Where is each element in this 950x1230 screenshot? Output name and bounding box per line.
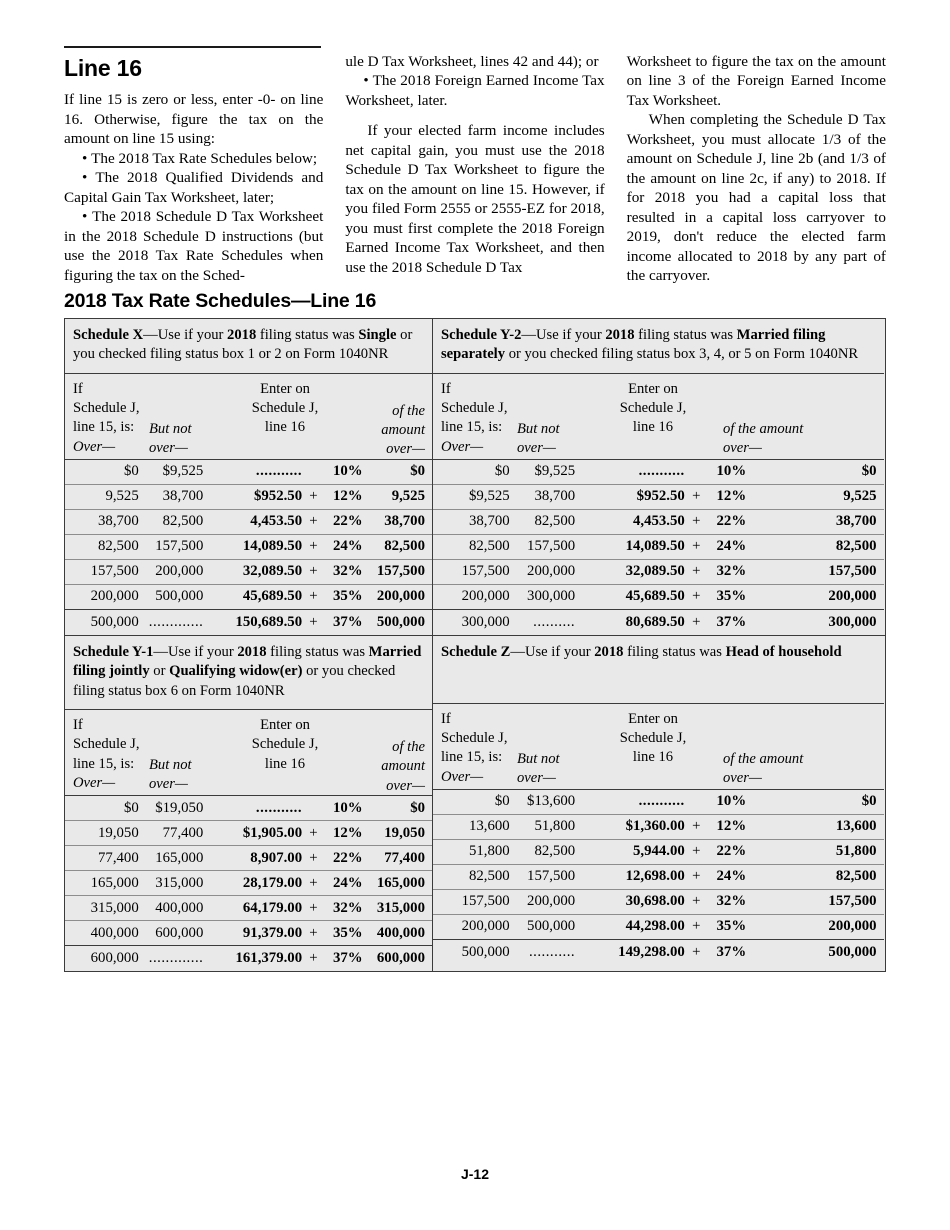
cell-of-the-amount-over: 500,000	[828, 943, 877, 960]
schedule-x-column-headers	[65, 374, 432, 460]
colhead-enter-line16: line 16	[632, 749, 674, 766]
schedule-z-rows	[433, 790, 884, 965]
table-row	[433, 890, 884, 915]
intro-column-middle	[345, 46, 604, 285]
intro-bullet-1: • The 2018 Tax Rate Schedules below;	[64, 149, 323, 168]
cell-over: 500,000	[90, 613, 139, 630]
cell-over: 165,000	[90, 874, 139, 891]
colhead-schedule-j: Schedule J,	[441, 730, 508, 747]
cell-over: 200,000	[461, 918, 510, 935]
cell-enter-on-line-16: 8,907.00	[250, 849, 303, 866]
cell-over: 77,400	[98, 849, 139, 866]
cell-rate-percent: 10%	[716, 793, 747, 810]
schedule-band-bottom	[65, 635, 885, 971]
cell-plus-sign: +	[692, 513, 701, 530]
table-row	[433, 940, 884, 965]
cell-but-not-over: 165,000	[155, 849, 204, 866]
cell-but-not-over: 500,000	[527, 918, 576, 935]
cell-enter-on-line-16: 80,689.50	[625, 613, 685, 630]
cell-over: 38,700	[469, 513, 510, 530]
cell-but-not-over: 82,500	[162, 513, 204, 530]
cell-plus-sign: +	[692, 843, 701, 860]
colhead-ofamount-stack	[723, 750, 875, 789]
cell-of-the-amount-over: $0	[861, 793, 877, 810]
colhead-schedule-j: Schedule J,	[73, 400, 140, 417]
cell-over: $0	[494, 463, 510, 480]
colhead-line15: line 15, is:	[441, 749, 503, 766]
cell-enter-on-line-16: 32,089.50	[625, 563, 685, 580]
table-row	[433, 560, 884, 585]
cell-rate-percent: 12%	[716, 488, 747, 505]
colhead-over: Over—	[73, 438, 116, 455]
colhead-amount: amount	[381, 422, 425, 439]
colhead-line15: line 15, is:	[73, 419, 135, 436]
cell-over: 82,500	[469, 538, 510, 555]
intro-paragraph-2: If your elected farm income includes net capital gain, you must use the 2018 Schedule D Tax Worksheet to figure the tax on the amount on line 15. However, if you filed Form 2555 or 2555-EZ for 2018, you must first complete the 2018 Foreign Earned Income Tax Worksheet, and then use the 2018 Schedule D Tax	[345, 122, 605, 276]
colhead-of-the: of the	[392, 402, 425, 419]
table-row	[65, 460, 432, 485]
cell-enter-on-line-16: ...........	[638, 463, 685, 480]
cell-over: 51,800	[469, 843, 510, 860]
table-row	[433, 485, 884, 510]
colhead-over: Over—	[73, 774, 116, 791]
cell-but-not-over: ..........	[533, 613, 576, 630]
cell-of-the-amount-over: 9,525	[843, 488, 877, 505]
table-row	[433, 815, 884, 840]
cell-but-not-over: 38,700	[162, 488, 204, 505]
cell-plus-sign: +	[692, 918, 701, 935]
cell-plus-sign: +	[692, 893, 701, 910]
schedule-y1-rows	[65, 796, 432, 971]
table-row	[65, 921, 432, 946]
colhead-amount-over: over—	[723, 440, 762, 457]
cell-rate-percent: 22%	[716, 843, 747, 860]
cell-over: 500,000	[461, 943, 510, 960]
cell-but-not-over: 500,000	[155, 588, 204, 605]
cell-enter-on-line-16: 5,944.00	[632, 843, 685, 860]
schedule-y1-column-headers	[65, 710, 432, 796]
cell-rate-percent: 24%	[333, 874, 363, 891]
page-title: Line 16	[64, 55, 142, 81]
cell-of-the-amount-over: 82,500	[384, 538, 425, 555]
table-row	[65, 585, 432, 610]
schedule-x-rows	[65, 460, 432, 635]
cell-of-the-amount-over: 315,000	[376, 899, 425, 916]
intro-columns	[64, 46, 886, 285]
schedule-y2-title: Schedule Y-2—Use if your 2018 filing status was Married filing separately or you checked filing status box 3, 4, or 5 on Form 1040NR	[433, 319, 884, 374]
cell-rate-percent: 10%	[333, 799, 363, 816]
tax-rate-schedules-table	[64, 318, 886, 972]
colhead-enteron-stack	[583, 710, 723, 768]
colhead-but-not: But not	[517, 420, 560, 437]
cell-enter-on-line-16: ...........	[255, 463, 303, 480]
colhead-but-not-over: over—	[517, 770, 556, 787]
colhead-of-the-amount: of the amount	[723, 420, 804, 437]
table-row	[65, 896, 432, 921]
cell-plus-sign: +	[692, 538, 701, 555]
colhead-enter-on: Enter on	[260, 380, 310, 397]
table-row	[433, 585, 884, 610]
cell-plus-sign: +	[692, 563, 701, 580]
cell-plus-sign: +	[692, 818, 701, 835]
table-row	[65, 535, 432, 560]
table-row	[65, 485, 432, 510]
cell-over: 19,050	[98, 824, 139, 841]
colhead-schedule-j: Schedule J,	[73, 736, 140, 753]
cell-rate-percent: 35%	[333, 924, 363, 941]
cell-enter-on-line-16: 4,453.50	[250, 513, 303, 530]
cell-plus-sign: +	[309, 488, 318, 505]
schedule-y2-rows	[433, 460, 884, 635]
intro-bullet-3: • The 2018 Schedule D Tax Worksheet in the 2018 Schedule D instructions (but use the 2018 Tax Rate Schedules when figuring the tax on the Sched-	[64, 207, 323, 285]
table-row	[433, 460, 884, 485]
cell-but-not-over: 157,500	[155, 538, 204, 555]
colhead-butnot-stack	[517, 420, 560, 459]
colhead-left-stack	[73, 380, 139, 457]
cell-but-not-over: 157,500	[527, 538, 576, 555]
cell-over: 157,500	[461, 563, 510, 580]
cell-but-not-over: $19,050	[155, 799, 204, 816]
colhead-but-not: But not	[517, 750, 560, 767]
cell-rate-percent: 35%	[716, 588, 747, 605]
cell-but-not-over: ...........	[528, 943, 576, 960]
cell-of-the-amount-over: 82,500	[835, 538, 877, 555]
cell-of-the-amount-over: 400,000	[376, 924, 425, 941]
table-row	[433, 790, 884, 815]
cell-over: 13,600	[469, 818, 510, 835]
cell-plus-sign: +	[309, 613, 318, 630]
colhead-enter-schedule-j: Schedule J,	[619, 730, 687, 747]
schedule-panel-y2	[433, 319, 884, 635]
cell-of-the-amount-over: 165,000	[376, 874, 425, 891]
schedule-band-top	[65, 319, 885, 635]
cell-of-the-amount-over: 157,500	[376, 563, 425, 580]
cell-plus-sign: +	[309, 874, 318, 891]
cell-of-the-amount-over: 157,500	[828, 893, 877, 910]
table-row	[65, 946, 432, 971]
cell-rate-percent: 10%	[333, 463, 363, 480]
cell-of-the-amount-over: 500,000	[376, 613, 425, 630]
colhead-left-stack	[73, 716, 139, 793]
cell-of-the-amount-over: 200,000	[828, 918, 877, 935]
colhead-but-not-over: over—	[517, 440, 556, 457]
colhead-if: If	[73, 380, 83, 397]
colhead-enteron-stack	[215, 716, 355, 774]
schedule-panel-y1	[65, 636, 433, 971]
cell-over: $0	[123, 799, 139, 816]
intro-paragraph-4: When completing the Schedule D Tax Worksheet, you must allocate 1/3 of the amount on Schedule J, line 2b (and 1/3 of the amount on line 2c, if any) to 2018. If for 2018 you had a capital loss that resulted in a capital loss carryover to 2019, don't reduce the elected farm income allocated to 2018 by any part of the carryover.	[626, 111, 886, 284]
cell-rate-percent: 37%	[716, 943, 747, 960]
cell-over: 600,000	[90, 950, 139, 967]
colhead-ofamount-stack	[361, 738, 425, 796]
cell-but-not-over: 200,000	[527, 893, 576, 910]
cell-plus-sign: +	[309, 538, 318, 555]
colhead-enter-line16: line 16	[264, 419, 306, 436]
cell-rate-percent: 24%	[716, 868, 747, 885]
cell-but-not-over: 600,000	[155, 924, 204, 941]
cell-of-the-amount-over: 200,000	[828, 588, 877, 605]
cell-but-not-over: 38,700	[534, 488, 576, 505]
cell-but-not-over: 400,000	[155, 899, 204, 916]
cell-of-the-amount-over: 77,400	[384, 849, 425, 866]
page-footer: J-12	[460, 1166, 490, 1182]
cell-rate-percent: 37%	[716, 613, 747, 630]
colhead-enter-schedule-j: Schedule J,	[251, 736, 319, 753]
colhead-butnot-stack	[517, 750, 560, 789]
cell-plus-sign: +	[309, 824, 318, 841]
colhead-enter-on: Enter on	[628, 710, 678, 727]
table-row	[433, 840, 884, 865]
colhead-enteron-stack	[215, 380, 355, 438]
schedule-z-column-headers	[433, 704, 884, 790]
cell-but-not-over: 157,500	[527, 868, 576, 885]
colhead-left-stack	[441, 710, 507, 787]
schedule-panel-x	[65, 319, 433, 635]
colhead-over: Over—	[441, 438, 484, 455]
cell-of-the-amount-over: 9,525	[391, 488, 425, 505]
cell-over: 157,500	[461, 893, 510, 910]
cell-enter-on-line-16: $952.50	[636, 488, 685, 505]
colhead-if: If	[73, 717, 83, 734]
intro-paragraph-3: Worksheet to figure the tax on the amount on line 3 of the Foreign Earned Income Tax Worksheet.	[626, 53, 886, 109]
cell-but-not-over: 82,500	[534, 843, 576, 860]
cell-but-not-over: 82,500	[534, 513, 576, 530]
colhead-schedule-j: Schedule J,	[441, 400, 508, 417]
colhead-amount-over: over—	[723, 770, 762, 787]
colhead-but-not-over: over—	[149, 776, 188, 793]
intro-column-left	[64, 46, 323, 285]
table-row	[433, 535, 884, 560]
cell-enter-on-line-16: $1,360.00	[625, 818, 685, 835]
cell-plus-sign: +	[309, 513, 318, 530]
cell-plus-sign: +	[309, 849, 318, 866]
colhead-of-the: of the	[392, 739, 425, 756]
table-row	[65, 821, 432, 846]
cell-rate-percent: 32%	[333, 563, 363, 580]
cell-rate-percent: 22%	[333, 849, 363, 866]
cell-but-not-over: 200,000	[527, 563, 576, 580]
cell-of-the-amount-over: $0	[410, 799, 425, 816]
colhead-left-stack	[441, 380, 507, 457]
cell-plus-sign: +	[309, 899, 318, 916]
intro-column-right	[627, 46, 886, 285]
cell-enter-on-line-16: 45,689.50	[242, 588, 303, 605]
cell-over: 300,000	[461, 613, 510, 630]
colhead-of-the-amount: of the amount	[723, 750, 804, 767]
colhead-enter-on: Enter on	[260, 717, 310, 734]
intro-paragraph-continued: ule D Tax Worksheet, lines 42 and 44); or	[345, 53, 599, 70]
cell-but-not-over: .............	[148, 613, 204, 630]
cell-enter-on-line-16: 32,089.50	[242, 563, 303, 580]
table-row	[433, 865, 884, 890]
cell-of-the-amount-over: 51,800	[835, 843, 877, 860]
colhead-but-not: But not	[149, 757, 192, 774]
cell-enter-on-line-16: 4,453.50	[632, 513, 685, 530]
cell-enter-on-line-16: 28,179.00	[242, 874, 303, 891]
cell-plus-sign: +	[692, 613, 701, 630]
cell-enter-on-line-16: 30,698.00	[625, 893, 685, 910]
colhead-line15: line 15, is:	[73, 755, 135, 772]
cell-enter-on-line-16: 64,179.00	[242, 899, 303, 916]
cell-over: 200,000	[90, 588, 139, 605]
colhead-ofamount-stack	[361, 402, 425, 460]
intro-paragraph-1: If line 15 is zero or less, enter -0- on line 16. Otherwise, figure the tax on the amount on line 15 using:	[64, 91, 324, 148]
cell-of-the-amount-over: 200,000	[376, 588, 425, 605]
cell-over: 200,000	[461, 588, 510, 605]
cell-of-the-amount-over: 82,500	[835, 868, 877, 885]
cell-enter-on-line-16: ...........	[638, 793, 685, 810]
cell-rate-percent: 35%	[716, 918, 747, 935]
colhead-enter-schedule-j: Schedule J,	[251, 400, 319, 417]
table-row	[65, 610, 432, 635]
cell-of-the-amount-over: 38,700	[384, 513, 425, 530]
cell-rate-percent: 37%	[333, 950, 363, 967]
cell-but-not-over: 77,400	[162, 824, 204, 841]
cell-of-the-amount-over: 600,000	[376, 950, 425, 967]
cell-of-the-amount-over: 300,000	[828, 613, 877, 630]
colhead-amount-over: over—	[386, 441, 425, 458]
cell-enter-on-line-16: $1,905.00	[242, 824, 303, 841]
colhead-enter-line16: line 16	[632, 419, 674, 436]
cell-rate-percent: 32%	[716, 563, 747, 580]
cell-plus-sign: +	[309, 950, 318, 967]
header-rule	[64, 46, 321, 48]
cell-of-the-amount-over: $0	[861, 463, 877, 480]
table-row	[65, 510, 432, 535]
cell-rate-percent: 24%	[333, 538, 363, 555]
cell-enter-on-line-16: 91,379.00	[242, 924, 303, 941]
cell-enter-on-line-16: 12,698.00	[625, 868, 685, 885]
cell-rate-percent: 12%	[333, 824, 363, 841]
colhead-line15: line 15, is:	[441, 419, 503, 436]
colhead-enter-line16: line 16	[264, 755, 306, 772]
cell-over: 157,500	[90, 563, 139, 580]
colhead-if: If	[441, 710, 451, 727]
schedule-y1-title: Schedule Y-1—Use if your 2018 filing status was Married filing jointly or Qualifying widow(er) or you checked filing status box 6 on Form 1040NR	[65, 636, 432, 710]
cell-over: 9,525	[105, 488, 139, 505]
schedule-z-title: Schedule Z—Use if your 2018 filing status was Head of household	[433, 636, 884, 704]
cell-enter-on-line-16: 45,689.50	[625, 588, 685, 605]
cell-enter-on-line-16: ...........	[255, 799, 303, 816]
cell-over: $0	[123, 463, 139, 480]
cell-over: $0	[494, 793, 510, 810]
cell-over: 38,700	[98, 513, 139, 530]
cell-rate-percent: 12%	[333, 488, 363, 505]
cell-of-the-amount-over: $0	[410, 463, 425, 480]
intro-bullet-4: • The 2018 Foreign Earned Income Tax Worksheet, later.	[345, 71, 604, 110]
cell-of-the-amount-over: 38,700	[835, 513, 877, 530]
table-row	[65, 846, 432, 871]
colhead-enter-on: Enter on	[628, 380, 678, 397]
cell-over: 400,000	[90, 924, 139, 941]
cell-enter-on-line-16: 14,089.50	[625, 538, 685, 555]
cell-of-the-amount-over: 19,050	[384, 824, 425, 841]
cell-plus-sign: +	[692, 943, 701, 960]
colhead-butnot-stack	[149, 420, 192, 459]
cell-but-not-over: 51,800	[534, 818, 576, 835]
schedule-panel-z	[433, 636, 884, 971]
colhead-but-not-over: over—	[149, 440, 188, 457]
cell-enter-on-line-16: 44,298.00	[625, 918, 685, 935]
cell-rate-percent: 22%	[333, 513, 363, 530]
cell-rate-percent: 12%	[716, 818, 747, 835]
cell-rate-percent: 22%	[716, 513, 747, 530]
table-row	[433, 915, 884, 940]
cell-over: $9,525	[469, 488, 510, 505]
cell-enter-on-line-16: 14,089.50	[242, 538, 303, 555]
cell-but-not-over: $13,600	[527, 793, 576, 810]
colhead-over: Over—	[441, 768, 484, 785]
table-row	[433, 610, 884, 635]
colhead-ofamount-stack	[723, 420, 875, 459]
cell-but-not-over: 300,000	[527, 588, 576, 605]
cell-plus-sign: +	[692, 868, 701, 885]
cell-rate-percent: 32%	[333, 899, 363, 916]
cell-plus-sign: +	[692, 488, 701, 505]
cell-plus-sign: +	[309, 924, 318, 941]
cell-but-not-over: .............	[148, 950, 204, 967]
cell-enter-on-line-16: 150,689.50	[235, 613, 303, 630]
colhead-but-not: But not	[149, 420, 192, 437]
cell-but-not-over: $9,525	[162, 463, 204, 480]
colhead-enter-schedule-j: Schedule J,	[619, 400, 687, 417]
schedule-x-title: Schedule X—Use if your 2018 filing status was Single or you checked filing status box 1 or 2 on Form 1040NR	[65, 319, 432, 374]
cell-over: 315,000	[90, 899, 139, 916]
intro-bullet-2: • The 2018 Qualified Dividends and Capital Gain Tax Worksheet, later;	[64, 168, 323, 207]
cell-enter-on-line-16: 149,298.00	[618, 943, 685, 960]
colhead-if: If	[441, 380, 451, 397]
section-heading: 2018 Tax Rate Schedules—Line 16	[64, 290, 377, 312]
cell-plus-sign: +	[309, 563, 318, 580]
table-row	[433, 510, 884, 535]
cell-over: 82,500	[469, 868, 510, 885]
cell-plus-sign: +	[309, 588, 318, 605]
cell-but-not-over: $9,525	[534, 463, 576, 480]
cell-of-the-amount-over: 13,600	[835, 818, 877, 835]
table-row	[65, 871, 432, 896]
table-row	[65, 796, 432, 821]
cell-over: 82,500	[98, 538, 139, 555]
cell-rate-percent: 24%	[716, 538, 747, 555]
cell-but-not-over: 315,000	[155, 874, 204, 891]
cell-but-not-over: 200,000	[155, 563, 204, 580]
cell-rate-percent: 37%	[333, 613, 363, 630]
schedule-y2-column-headers	[433, 374, 884, 460]
cell-plus-sign: +	[692, 588, 701, 605]
colhead-amount-over: over—	[386, 777, 425, 794]
colhead-enteron-stack	[583, 380, 723, 438]
cell-rate-percent: 10%	[716, 463, 747, 480]
colhead-amount: amount	[381, 758, 425, 775]
cell-enter-on-line-16: $952.50	[254, 488, 303, 505]
cell-enter-on-line-16: 161,379.00	[235, 950, 303, 967]
cell-rate-percent: 32%	[716, 893, 747, 910]
cell-of-the-amount-over: 157,500	[828, 563, 877, 580]
table-row	[65, 560, 432, 585]
cell-rate-percent: 35%	[333, 588, 363, 605]
colhead-butnot-stack	[149, 756, 192, 795]
